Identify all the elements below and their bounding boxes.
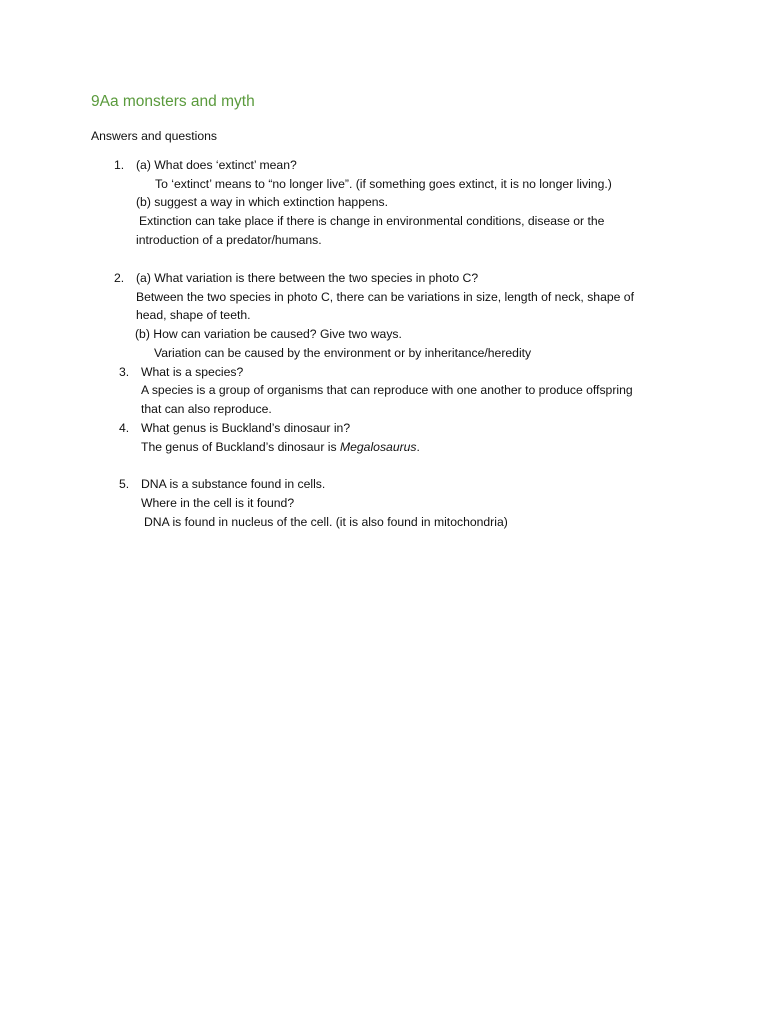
question-text: What genus is Buckland’s dinosaur in? — [141, 421, 351, 435]
item-number: 3. — [119, 365, 130, 379]
question-text: (b) suggest a way in which extinction happens. — [136, 195, 389, 209]
answer-text: Between the two species in photo C, there can be variations in size, length of neck, shape of — [136, 290, 634, 304]
item-number: 2. — [114, 271, 125, 285]
item-number: 1. — [114, 158, 125, 172]
answer-text — [141, 439, 420, 455]
question-text: Where in the cell is it found? — [141, 496, 295, 510]
answer-prefix: The genus of Buckland’s dinosaur is — [141, 440, 340, 454]
statement-text: DNA is a substance found in cells. — [141, 477, 326, 491]
page-title: 9Aa monsters and myth — [91, 93, 255, 110]
question-text: (a) What does ‘extinct’ mean? — [136, 158, 297, 172]
genus-name: Megalosaurus — [339, 440, 417, 454]
question-text: (a) What variation is there between the two species in photo C? — [136, 271, 479, 285]
answer-text: that can also reproduce. — [141, 402, 272, 416]
page-subtitle: Answers and questions — [91, 129, 218, 143]
answer-text: Extinction can take place if there is change in environmental conditions, disease or the — [139, 214, 605, 228]
answer-text: To ‘extinct’ means to “no longer live”. (if something goes extinct, it is no longer living.) — [155, 177, 612, 191]
answer-text: A species is a group of organisms that can reproduce with one another to produce offspring — [141, 383, 633, 397]
answer-text: DNA is found in nucleus of the cell. (it is also found in mitochondria) — [144, 515, 508, 529]
question-text: (b) How can variation be caused? Give two ways. — [135, 327, 402, 341]
item-number: 5. — [119, 477, 130, 491]
item-number: 4. — [119, 421, 130, 435]
question-text: What is a species? — [141, 365, 244, 379]
answer-suffix: . — [416, 440, 420, 454]
answer-text: Variation can be caused by the environment or by inheritance/heredity — [154, 346, 532, 360]
answer-text: head, shape of teeth. — [136, 308, 251, 322]
answer-text: introduction of a predator/humans. — [136, 233, 322, 247]
